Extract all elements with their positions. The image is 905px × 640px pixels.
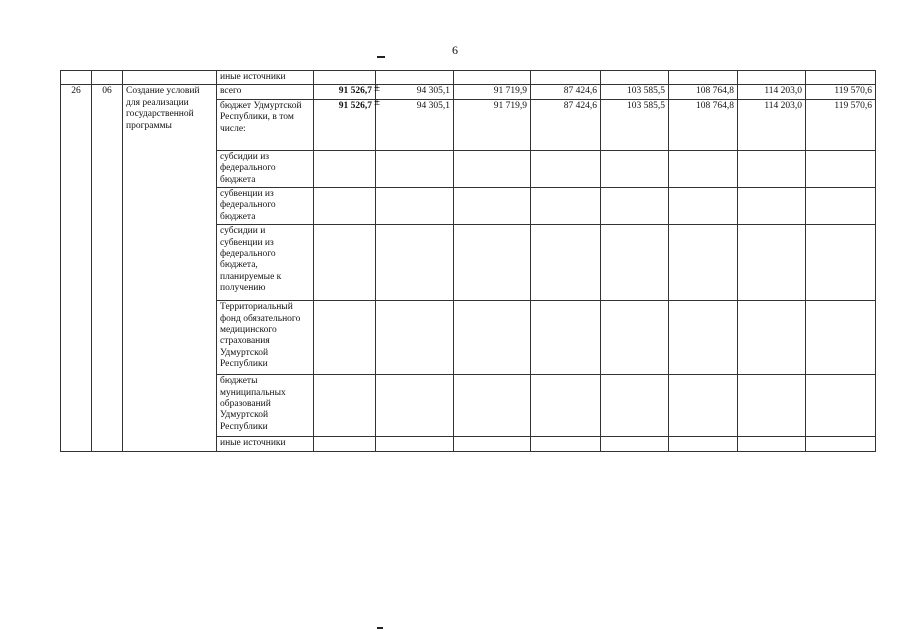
source-label: субвенции из федерального бюджета xyxy=(217,187,314,224)
value-cell: 119 570,6 xyxy=(806,99,876,150)
value-cell: 91 526,7 xyxy=(314,99,376,150)
source-label: субсидии и субвенции из федерального бюджета, планируемые к получению xyxy=(217,225,314,301)
value-cell: 103 585,5 xyxy=(601,85,669,99)
source-label: иные источники xyxy=(217,437,314,451)
value-cell: 94 305,1 xyxy=(376,85,454,99)
value-cell: 91 526,7 xyxy=(314,85,376,99)
scan-speck xyxy=(377,56,385,58)
value-cell: 91 719,9 xyxy=(454,85,531,99)
value-cell: 114 203,0 xyxy=(738,99,806,150)
value-cell: 108 764,8 xyxy=(669,99,738,150)
table-row xyxy=(61,71,876,85)
value-cell: 87 424,6 xyxy=(531,99,601,150)
value-cell: 119 570,6 xyxy=(806,85,876,99)
row-code: 06 xyxy=(92,85,123,451)
value-cell: 114 203,0 xyxy=(738,85,806,99)
row-number: 26 xyxy=(61,85,92,451)
page-number: 6 xyxy=(452,43,458,57)
value-cell: 108 764,8 xyxy=(669,85,738,99)
value-cell: 94 305,1 xyxy=(376,99,454,150)
source-label: Территориальный фонд обязательного медицинского страхования Удмуртской Республики xyxy=(217,301,314,375)
source-label: бюджет Удмуртской Республики, в том числе: xyxy=(217,99,314,150)
source-label: иные источники xyxy=(217,71,314,85)
source-label: субсидии из федерального бюджета xyxy=(217,150,314,187)
value-cell: 103 585,5 xyxy=(601,99,669,150)
budget-table xyxy=(60,70,876,452)
scan-mark: ± xyxy=(374,96,381,108)
row-name: Создание условий для реализации государственной программы xyxy=(123,85,217,451)
scan-speck xyxy=(377,627,383,629)
value-cell: 91 719,9 xyxy=(454,99,531,150)
table-row xyxy=(61,85,876,99)
scan-mark: ± xyxy=(374,82,381,94)
source-label: всего xyxy=(217,85,314,99)
value-cell: 87 424,6 xyxy=(531,85,601,99)
source-label: бюджеты муниципальных образований Удмуртской Республики xyxy=(217,375,314,437)
